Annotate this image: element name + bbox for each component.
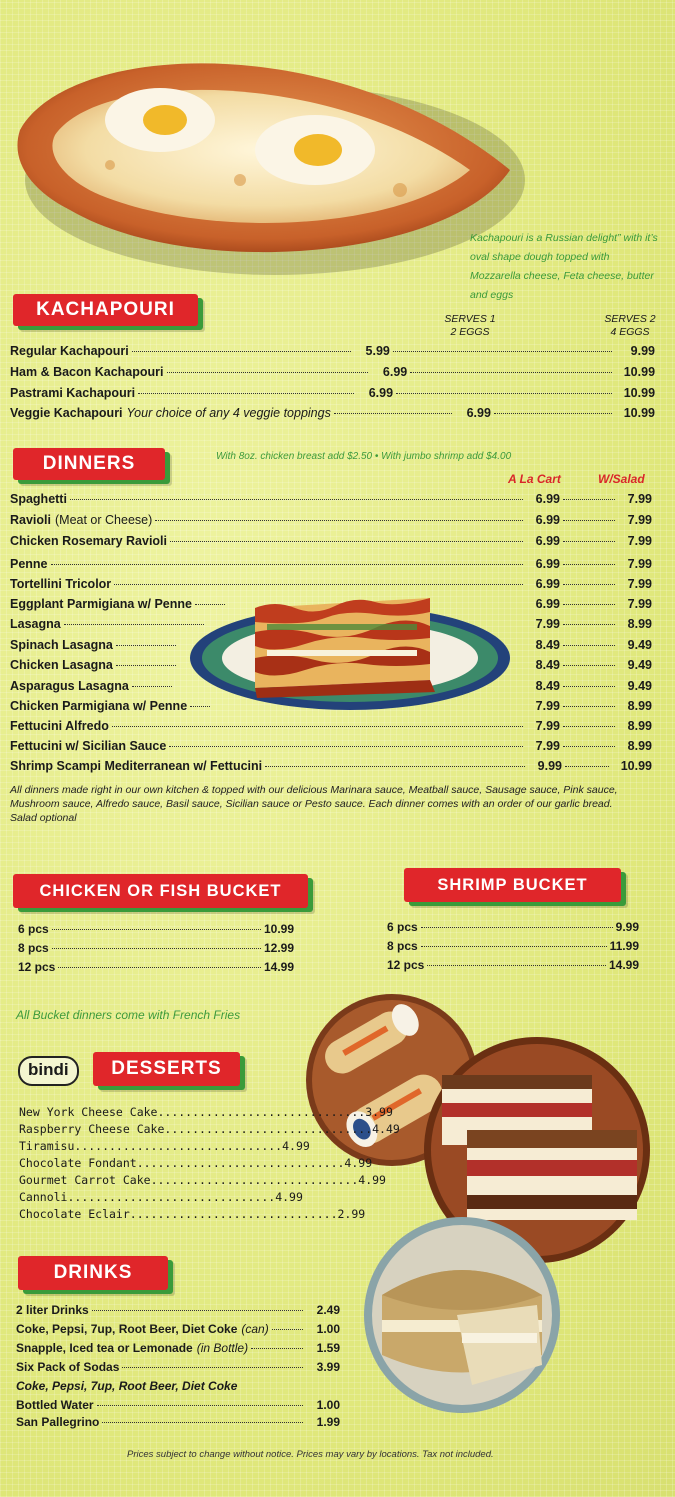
- item-name: Coke, Pepsi, 7up, Root Beer, Diet Coke: [16, 1322, 238, 1336]
- leader-dots: ..............................: [164, 1122, 373, 1136]
- leader-dots: [190, 706, 210, 707]
- leader-dots: [563, 686, 615, 687]
- dessert-item: [19, 1173, 386, 1187]
- item-name: Cannoli: [19, 1190, 68, 1204]
- price-with-salad: 10.99: [620, 759, 652, 773]
- item-name: Six Pack of Sodas: [16, 1360, 120, 1374]
- dinner-item: [10, 617, 652, 631]
- price-serves2: 10.99: [623, 386, 656, 400]
- dinner-item: [10, 557, 652, 571]
- leader-dots: ..............................: [129, 1207, 338, 1221]
- leader-dots: [116, 665, 176, 666]
- item-name: Raspberry Cheese Cake: [19, 1122, 165, 1136]
- item-name: Penne: [10, 557, 48, 571]
- dessert-item: [19, 1122, 400, 1136]
- price-with-salad: 8.99: [627, 617, 652, 631]
- price-a-la-cart: 9.99: [537, 759, 562, 773]
- item-name: Spinach Lasagna: [10, 638, 113, 652]
- item-price: 3.99: [365, 1105, 393, 1119]
- leader-dots: [138, 393, 354, 394]
- item-name: 12 pcs: [387, 958, 425, 972]
- item-name: Spaghetti: [10, 492, 67, 506]
- kachapouri-heading: KACHAPOURI: [13, 294, 198, 326]
- item-name: Gourmet Carrot Cake: [19, 1173, 151, 1187]
- leader-dots: ..............................: [136, 1156, 345, 1170]
- kachapouri-caption: Kachapouri is a Russian delight” with it’s oval shape dough topped with Mozzarella cheese, Feta cheese, butter and eggs: [470, 232, 658, 301]
- leader-dots: [563, 564, 615, 565]
- item-price: 9.99: [615, 920, 639, 934]
- price-serves2: 9.99: [630, 344, 655, 358]
- leader-dots: [132, 351, 351, 352]
- item-price: 4.49: [372, 1122, 400, 1136]
- leader-dots: [70, 499, 523, 500]
- leader-dots: [563, 645, 615, 646]
- item-price: 2.49: [316, 1303, 340, 1317]
- drink-item: [16, 1322, 340, 1336]
- chicken-bucket-heading: CHICKEN OR FISH BUCKET: [13, 874, 308, 908]
- item-name: Asparagus Lasagna: [10, 679, 129, 693]
- leader-dots: [92, 1310, 303, 1311]
- item-name: Chicken Lasagna: [10, 658, 113, 672]
- leader-dots: [52, 948, 261, 949]
- item-name: 6 pcs: [387, 920, 418, 934]
- leader-dots: [169, 746, 523, 747]
- dinner-item: [10, 719, 652, 733]
- leader-dots: [195, 604, 225, 605]
- leader-dots: [565, 766, 609, 767]
- item-price: 10.99: [263, 922, 294, 936]
- item-suffix: (Meat or Cheese): [55, 513, 153, 527]
- item-name: Fettucini w/ Sicilian Sauce: [10, 739, 167, 753]
- leader-dots: [132, 686, 172, 687]
- leader-dots: ..............................: [157, 1105, 366, 1119]
- drink-item: [16, 1360, 340, 1374]
- dinner-item: [10, 739, 652, 753]
- six-pack-flavors: Coke, Pepsi, 7up, Root Beer, Diet Coke: [16, 1379, 238, 1393]
- dinner-item: [10, 513, 652, 527]
- price-a-la-cart: 8.49: [535, 658, 560, 672]
- dessert-item: [19, 1139, 310, 1153]
- leader-dots: [122, 1367, 303, 1368]
- drink-item: [16, 1398, 340, 1412]
- leader-dots: ..............................: [67, 1190, 276, 1204]
- price-serves1: 6.99: [368, 386, 394, 400]
- leader-dots: [51, 564, 523, 565]
- price-with-salad: 7.99: [627, 597, 652, 611]
- leader-dots: [116, 645, 176, 646]
- leader-dots: [97, 1405, 303, 1406]
- bucket-note: All Bucket dinners come with French Fries: [16, 1008, 241, 1022]
- chicken-bucket-item: [18, 941, 294, 955]
- leader-dots: [393, 351, 612, 352]
- item-name: Chicken Parmigiana w/ Penne: [10, 699, 188, 713]
- item-price: 1.00: [316, 1398, 340, 1412]
- dinners-footnote: All dinners made right in our own kitchen & topped with our delicious Marinara sauce, Meatball sauce, Sausage sauce, Pink sauce, Mushroom sauce, Alfredo sauce, Basil sauce, Sicilian sauce or Pesto sauce. Each dinner comes with an order of our garlic bread. Salad optional: [10, 784, 618, 824]
- item-name: Snapple, Iced tea or Lemonade: [16, 1341, 193, 1355]
- price-a-la-cart: 7.99: [535, 617, 560, 631]
- leader-dots: [102, 1422, 303, 1423]
- item-name: Veggie Kachapouri: [10, 406, 123, 420]
- price-a-la-cart: 6.99: [535, 557, 560, 571]
- item-name: Lasagna: [10, 617, 61, 631]
- price-serves2: 10.99: [623, 406, 655, 420]
- item-description: Your choice of any 4 veggie toppings: [126, 406, 331, 420]
- price-with-salad: 9.49: [627, 658, 652, 672]
- item-price: 14.99: [263, 960, 294, 974]
- bindi-logo: bindi: [18, 1056, 79, 1086]
- item-name: Tortellini Tricolor: [10, 577, 112, 591]
- price-with-salad: 9.49: [627, 679, 652, 693]
- price-disclaimer: Prices subject to change without notice. Prices may vary by locations. Tax not included.: [127, 1449, 494, 1460]
- price-a-la-cart: 7.99: [535, 699, 560, 713]
- shrimp-bucket-heading: SHRIMP BUCKET: [404, 868, 621, 902]
- price-serves1: 5.99: [365, 344, 390, 358]
- item-price: 1.99: [316, 1415, 340, 1429]
- dinner-item: [10, 597, 652, 611]
- leader-dots: [251, 1348, 303, 1349]
- item-name: Tiramisu: [19, 1139, 75, 1153]
- item-name: Chicken Rosemary Ravioli: [10, 534, 168, 548]
- col2-header-line2: 4 EGGS: [610, 326, 650, 338]
- item-name: Ravioli: [10, 513, 51, 527]
- leader-dots: [170, 541, 523, 542]
- leader-dots: [563, 665, 615, 666]
- drink-item: [16, 1303, 340, 1317]
- item-price: 14.99: [608, 958, 639, 972]
- item-price: 4.99: [358, 1173, 386, 1187]
- leader-dots: [155, 520, 523, 521]
- drink-item: [16, 1415, 340, 1429]
- leader-dots: [563, 584, 615, 585]
- item-name: New York Cheese Cake: [19, 1105, 158, 1119]
- kachapouri-col2-header: [600, 313, 660, 339]
- item-price: 1.00: [316, 1322, 340, 1336]
- price-with-salad: 8.99: [627, 719, 652, 733]
- item-name: Chocolate Fondant: [19, 1156, 137, 1170]
- leader-dots: ..............................: [150, 1173, 359, 1187]
- item-price: 3.99: [316, 1360, 340, 1374]
- kachapouri-item: [10, 344, 655, 358]
- item-price: 4.99: [275, 1190, 303, 1204]
- price-with-salad: 8.99: [627, 739, 652, 753]
- leader-dots: [167, 372, 369, 373]
- leader-dots: [494, 413, 612, 414]
- kachapouri-item: [10, 386, 655, 400]
- dinner-item: [10, 699, 652, 713]
- item-name: Regular Kachapouri: [10, 344, 129, 358]
- item-price: 4.99: [344, 1156, 373, 1170]
- item-name: 6 pcs: [18, 922, 49, 936]
- dinner-item: [10, 638, 652, 652]
- price-a-la-cart: 7.99: [535, 739, 560, 753]
- price-with-salad: 8.99: [627, 699, 652, 713]
- item-price: 11.99: [609, 939, 639, 953]
- leader-dots: [58, 967, 261, 968]
- col1-header-line1: SERVES 1: [444, 313, 496, 325]
- dinner-item: [10, 492, 652, 506]
- price-a-la-cart: 6.99: [535, 492, 560, 506]
- price-with-salad: 7.99: [627, 492, 652, 506]
- kachapouri-photo: [10, 30, 520, 280]
- price-serves1: 6.99: [382, 365, 408, 379]
- item-description: (can): [241, 1322, 269, 1336]
- item-name: Fettucini Alfredo: [10, 719, 109, 733]
- desserts-heading: DESSERTS: [93, 1052, 240, 1086]
- price-a-la-cart: 6.99: [535, 534, 560, 548]
- price-a-la-cart: 8.49: [535, 638, 560, 652]
- price-with-salad: 9.49: [627, 638, 652, 652]
- price-with-salad: 7.99: [627, 534, 652, 548]
- item-name: Bottled Water: [16, 1398, 94, 1412]
- leader-dots: [265, 766, 525, 767]
- dinners-col1-header: A La Cart: [508, 472, 561, 486]
- dessert-item: [19, 1207, 366, 1221]
- leader-dots: [334, 413, 452, 414]
- shrimp-bucket-item: [387, 939, 639, 953]
- item-name: Pastrami Kachapouri: [10, 386, 136, 400]
- col2-header-line1: SERVES 2: [604, 313, 656, 325]
- item-name: 8 pcs: [18, 941, 49, 955]
- leader-dots: [563, 746, 615, 747]
- price-a-la-cart: 8.49: [535, 679, 560, 693]
- dessert-item: [19, 1105, 393, 1119]
- leader-dots: [427, 965, 606, 966]
- leader-dots: [563, 726, 615, 727]
- price-serves1: 6.99: [466, 406, 491, 420]
- price-serves2: 10.99: [623, 365, 656, 379]
- item-description: (in Bottle): [196, 1341, 249, 1355]
- item-name: Eggplant Parmigiana w/ Penne: [10, 597, 192, 611]
- chicken-bucket-item: [18, 960, 294, 974]
- price-with-salad: 7.99: [627, 557, 652, 571]
- kachapouri-col1-header: [440, 313, 500, 339]
- leader-dots: ..............................: [74, 1139, 283, 1153]
- dinners-addon-note: With 8oz. chicken breast add $2.50 • With jumbo shrimp add $4.00: [216, 451, 512, 462]
- item-name: San Pallegrino: [16, 1415, 100, 1429]
- dinner-item: [10, 679, 652, 693]
- shrimp-bucket-item: [387, 920, 639, 934]
- leader-dots: [410, 372, 612, 373]
- price-a-la-cart: 6.99: [535, 577, 560, 591]
- leader-dots: [563, 604, 615, 605]
- price-with-salad: 7.99: [627, 513, 652, 527]
- col1-header-line2: 2 EGGS: [450, 326, 490, 338]
- price-with-salad: 7.99: [627, 577, 652, 591]
- dinner-item: [10, 534, 652, 548]
- leader-dots: [563, 499, 615, 500]
- dinners-heading: DINNERS: [13, 448, 165, 480]
- dessert-item: [19, 1156, 373, 1170]
- item-price: 4.99: [282, 1139, 310, 1153]
- leader-dots: [272, 1329, 303, 1330]
- leader-dots: [563, 520, 615, 521]
- kachapouri-item: [10, 406, 655, 420]
- dinners-col2-header: W/Salad: [598, 472, 645, 486]
- drinks-heading: DRINKS: [18, 1256, 168, 1290]
- item-price: 2.99: [337, 1207, 366, 1221]
- leader-dots: [421, 927, 613, 928]
- dinner-item: [10, 658, 652, 672]
- item-name: 2 liter Drinks: [16, 1303, 89, 1317]
- item-price: 12.99: [263, 941, 294, 955]
- item-price: 1.59: [316, 1341, 340, 1355]
- item-name: Ham & Bacon Kachapouri: [10, 365, 164, 379]
- price-a-la-cart: 6.99: [535, 597, 560, 611]
- shrimp-bucket-item: [387, 958, 639, 972]
- item-name: 12 pcs: [18, 960, 56, 974]
- dessert-item: [19, 1190, 303, 1204]
- item-name: 8 pcs: [387, 939, 418, 953]
- leader-dots: [64, 624, 204, 625]
- dinner-item: [10, 759, 652, 773]
- leader-dots: [563, 624, 615, 625]
- item-name: Chocolate Eclair: [19, 1207, 130, 1221]
- leader-dots: [563, 706, 615, 707]
- price-a-la-cart: 7.99: [535, 719, 560, 733]
- leader-dots: [114, 584, 523, 585]
- item-name: Shrimp Scampi Mediterranean w/ Fettucini: [10, 759, 263, 773]
- dinner-item: [10, 577, 652, 591]
- kachapouri-item: [10, 365, 655, 379]
- leader-dots: [52, 929, 261, 930]
- cake-photo: [362, 1215, 562, 1415]
- leader-dots: [396, 393, 612, 394]
- chicken-bucket-item: [18, 922, 294, 936]
- price-a-la-cart: 6.99: [535, 513, 560, 527]
- leader-dots: [421, 946, 607, 947]
- drink-item: [16, 1341, 340, 1355]
- leader-dots: [112, 726, 523, 727]
- leader-dots: [563, 541, 615, 542]
